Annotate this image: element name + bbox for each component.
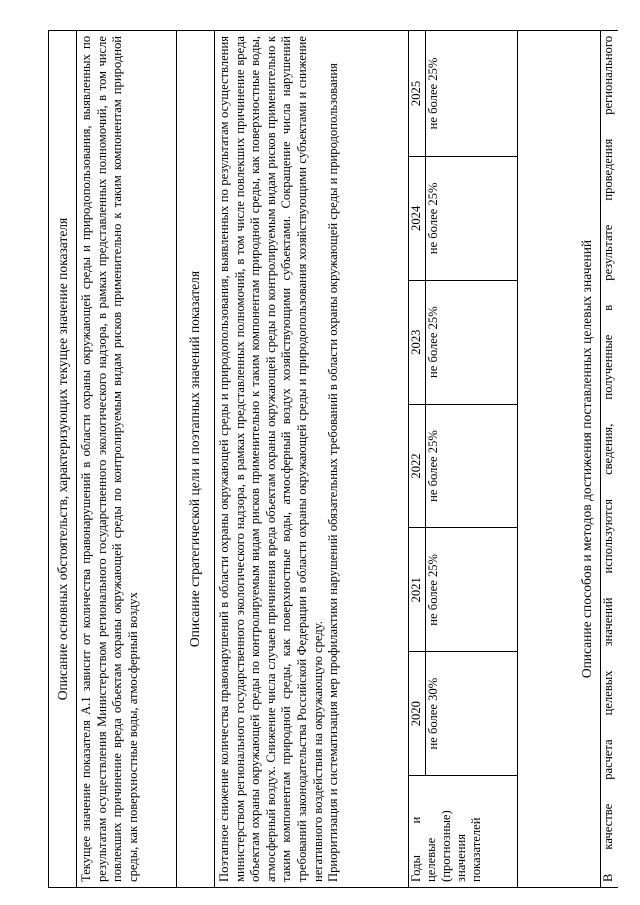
divider [214, 30, 215, 888]
year-cell: 2025 [409, 31, 426, 157]
row-header-targets: целевые (прогнозные) значения показателей [424, 810, 483, 882]
value-cell: не более 25% [426, 280, 518, 404]
goals-paragraph-1: Поэтапное снижение количества правонарушений в области охраны окружающей среды и природопользования, выявленных по результатам осуществления министерством регионального государственного экологического надзора, в рамках представленных полномочий, в том числе повлекших причинение вреда объектам охраны окружающей среды по контролируемым видам рисков применительно к таким компонентам природной среды, как поверхностные воды, атмосферный воздух. Снижение числа случаев причинения вреда объектам охраны окружающей среды по контролируемым видам рисков применительно к таким компонентам природной среды, как поверхностные воды, атмосферный воздух хозяйствующими субъектами. Сокращение числа нарушений требований законодательства Российской Федерации в области охраны окружающей среды и природопользования хозяйствующими субъектами и снижение негативного воздействия на окружающую среду. [217, 36, 325, 882]
goals-heading: Описание стратегической цели и поэтапных значений показателя [187, 270, 202, 648]
year-cell: 2023 [409, 280, 426, 404]
table-row-years [409, 31, 426, 888]
divider [176, 30, 177, 888]
year-cell: 2024 [409, 156, 426, 280]
document-page [48, 30, 618, 888]
methods-text: В качестве расчета целевых значений используются сведения, полученные в результате проведения регионального [601, 36, 615, 882]
year-cell: 2022 [409, 404, 426, 528]
value-cell: не более 25% [426, 528, 518, 652]
targets-table [408, 30, 518, 888]
value-cell: не более 30% [426, 652, 518, 776]
current-state-text: Текущее значение показателя А.1 зависит от количества правонарушений в области охраны окружающей среды и природопользования, выявленных по результатам осуществления Министерством регионального государственного экологического надзора, в рамках представленных полномочий, в том числе повлекших причинение вреда объектам охраны окружающей среды по контролируемым видам рисков применительно к таким компонентам природной среды, как поверхностные воды, атмосферный воздух [79, 36, 140, 882]
methods-heading: Описание способов и методов достижения поставленных целевых значений [579, 239, 594, 679]
current-state-heading: Описание основных обстоятельств, характеризующих текущее значение показателя [55, 217, 70, 701]
value-cell: не более 25% [426, 31, 518, 157]
value-cell: не более 25% [426, 156, 518, 280]
goals-paragraph-2: Приоритизация и систематизация мер профилактики нарушений обязательных требований в области охраны окружающей среды и природопользования [326, 63, 341, 882]
targets-row-header [409, 776, 518, 888]
divider [76, 30, 77, 888]
row-header-years: Годы и [409, 816, 423, 882]
goals-text [217, 30, 427, 888]
year-cell: 2021 [409, 528, 426, 652]
table-row-values [426, 31, 518, 888]
year-cell: 2020 [409, 652, 426, 776]
value-cell: не более 25% [426, 404, 518, 528]
